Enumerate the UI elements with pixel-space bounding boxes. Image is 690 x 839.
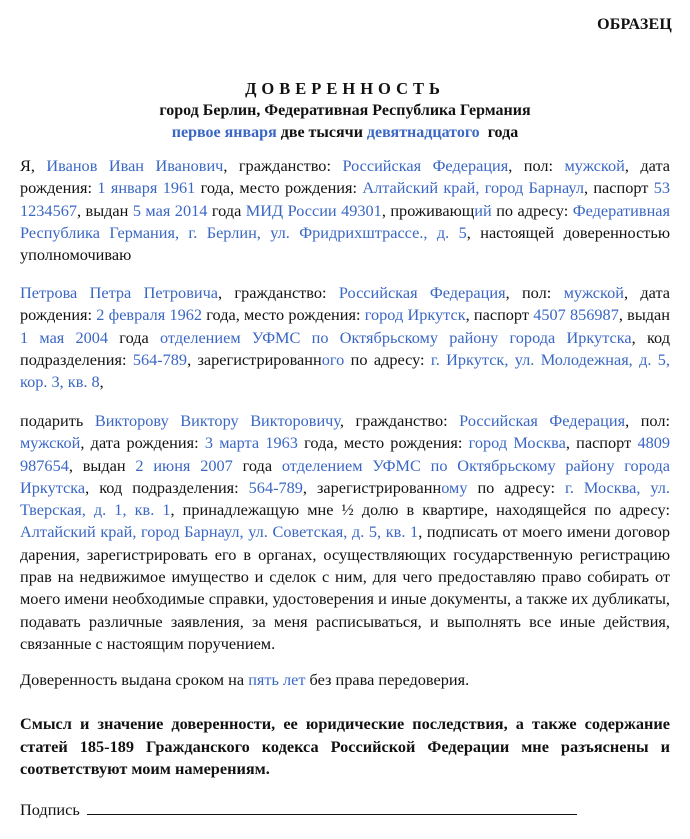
principal-issuer: МИД России 49301: [245, 200, 382, 220]
text: , пол:: [508, 156, 565, 175]
property-address: Алтайский край, город Барнаул, ул. Советская, д. 5, кв. 1: [20, 522, 419, 542]
principal-name: Иванов Иван Иванович: [46, 156, 224, 175]
text: , дата рождения:: [80, 433, 205, 453]
agent-issuer: отделением УФМС по Октябрьскому району города Иркутска: [160, 327, 632, 347]
recipient-issuer: отделением УФМС по Октябрьскому району города Иркутска: [20, 455, 671, 497]
text: , паспорт: [465, 305, 534, 325]
text: года: [207, 200, 246, 220]
agent-ending: ого: [321, 349, 345, 369]
principal-birth-date: 1 января 1961: [97, 178, 196, 198]
text: , выдан: [618, 305, 670, 325]
signature-row: [20, 799, 670, 821]
principal-sex: мужской: [564, 156, 625, 175]
document-header: [0, 78, 690, 144]
agent-address: г. Иркутск, ул. Молодежная, д. 5, кор. 3, кв. 8: [20, 349, 670, 392]
recipient-address: г. Москва, ул. Тверская, д. 1, кв. 1: [20, 477, 670, 520]
agent-passport: 4507 856987: [533, 305, 619, 325]
text: , дата рождения:: [20, 283, 671, 325]
text: ,: [99, 372, 104, 392]
recipient-citizenship: Российская Федерация: [459, 411, 626, 430]
document-place: город Берлин, Федеративная Республика Германия: [159, 102, 531, 119]
text: года, место рождения:: [195, 178, 363, 198]
text: подарить: [20, 411, 95, 430]
recipient-ending: ому: [441, 477, 468, 497]
text: Доверенность выдана сроком на: [20, 670, 249, 689]
agent-sex: мужской: [563, 283, 624, 302]
recipient-birth-date: 3 марта 1963: [204, 433, 298, 453]
date-year: девятнадцатого: [366, 124, 480, 141]
principal-birth-place: Алтайский край, город Барнаул: [362, 178, 584, 198]
recipient-birth-place: город Москва: [468, 433, 566, 453]
agent-name: Петрова Петра Петровича: [20, 283, 219, 302]
text: , код подразделения:: [85, 477, 249, 497]
acknowledgement-paragraph: Смысл и значение доверенности, ее юридические последствия, а также содержание статей 185-189 Гражданского кодекса Российской Федерации мне разъяснены и соответствуют моим намерениям.: [20, 714, 670, 778]
text: , паспорт: [583, 178, 654, 198]
date-text: две тысячи: [276, 124, 367, 141]
agent-paragraph: [20, 282, 670, 393]
text: , настоящей доверенностью уполномочиваю: [20, 222, 670, 265]
text: , зарегистрированн: [302, 477, 442, 497]
text: года: [108, 327, 160, 347]
recipient-name: Викторову Виктору Викторовичу: [94, 411, 340, 430]
text: , гражданство:: [339, 411, 460, 430]
recipient-division-code: 564-789: [248, 477, 303, 497]
text: года: [232, 455, 282, 475]
text: Я,: [20, 156, 47, 175]
text: , гражданство:: [218, 283, 339, 302]
text: , зарегистрированн: [187, 349, 322, 369]
principal-citizenship: Российская Федерация: [342, 156, 509, 175]
agent-citizenship: Российская Федерация: [338, 283, 506, 302]
principal-paragraph: [20, 155, 670, 266]
text: , принадлежащую мне ½ долю в квартире, находящейся по адресу:: [170, 500, 670, 520]
date-end: года: [479, 124, 519, 141]
date-day: первое января: [171, 124, 277, 141]
text: , дата рождения:: [20, 156, 671, 198]
text: без права передоверия.: [305, 670, 470, 689]
recipient-issue-date: 2 июня 2007: [135, 455, 233, 475]
text: , пол:: [625, 411, 670, 430]
text: по адресу:: [344, 349, 431, 369]
text: года, место рождения:: [297, 433, 469, 453]
text: , выдан: [76, 200, 133, 220]
text: , проживающ: [381, 200, 475, 220]
recipient-paragraph: [20, 410, 670, 655]
agent-issue-date: 1 мая 2004: [20, 327, 109, 347]
text: , пол:: [505, 283, 564, 302]
agent-birth-place: город Иркутск: [364, 305, 466, 325]
text: по адресу:: [491, 200, 573, 220]
signature-label: Подпись: [20, 800, 84, 819]
sample-label: ОБРАЗЕЦ: [597, 16, 672, 33]
signature-line[interactable]: [87, 799, 577, 815]
agent-birth-date: 2 февраля 1962: [96, 305, 203, 325]
text: , паспорт: [565, 433, 638, 453]
recipient-passport: 4809 987654: [20, 433, 670, 475]
recipient-sex: мужской: [20, 433, 81, 453]
term-paragraph: [20, 669, 670, 691]
text: , подписать от моего имени договор дарения, зарегистрировать его в органах, осуществляющих государственную регистрацию прав на недвижимое имущество и сделок с ним, для чего предоставляю право собирать от моего имени необходимые справки, удостоверения и иные документы, а также их дубликаты, подавать различные заявления, за меня расписываться, и выполнять все иные действия, связанные с настоящим поручением.: [20, 522, 670, 653]
document-date: [0, 122, 690, 144]
agent-division-code: 564-789: [132, 349, 188, 369]
term-period: пять лет: [248, 670, 306, 689]
principal-passport: 53 1234567: [20, 178, 670, 220]
text: , гражданство:: [223, 156, 343, 175]
document-title: ДОВЕРЕННОСТЬ: [245, 79, 445, 98]
text: , выдан: [68, 455, 136, 475]
principal-ending: ий: [474, 200, 492, 220]
principal-issue-date: 5 мая 2014: [132, 200, 208, 220]
principal-address: Федеративная Республика Германия, г. Берлин, ул. Фридрихштрассе., д. 5: [20, 200, 670, 242]
text: года, место рождения:: [202, 305, 365, 325]
text: , код подразделения:: [20, 327, 670, 369]
text: по адресу:: [467, 477, 565, 497]
